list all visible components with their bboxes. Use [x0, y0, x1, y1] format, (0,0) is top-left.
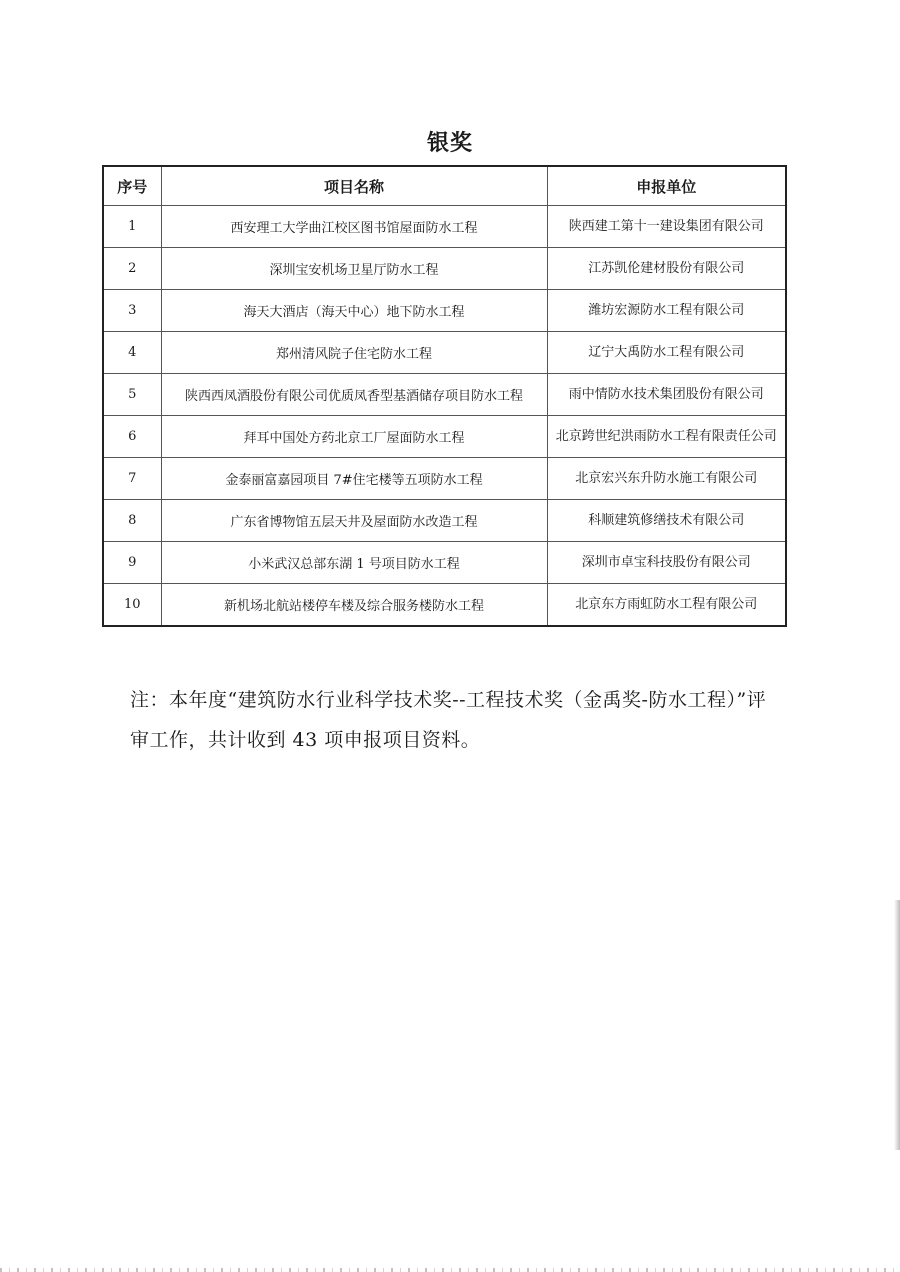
row-unit: 潍坊宏源防水工程有限公司: [547, 290, 786, 332]
row-unit: 科顺建筑修缮技术有限公司: [547, 500, 786, 542]
row-project: 广东省博物馆五层天井及屋面防水改造工程: [161, 500, 547, 542]
row-project: 西安理工大学曲江校区图书馆屋面防水工程: [161, 206, 547, 248]
table-row: [103, 374, 786, 416]
header-project: 项目名称: [161, 166, 547, 206]
row-project: 郑州清风院子住宅防水工程: [161, 332, 547, 374]
scan-bottom-specks: [0, 1268, 900, 1272]
table-row: [103, 290, 786, 332]
row-no: 3: [103, 290, 161, 332]
header-no: 序号: [103, 166, 161, 206]
award-table: [102, 165, 787, 627]
table-row: [103, 332, 786, 374]
row-no: 5: [103, 374, 161, 416]
row-no: 8: [103, 500, 161, 542]
row-unit: 北京东方雨虹防水工程有限公司: [547, 584, 786, 627]
row-no: 10: [103, 584, 161, 627]
row-unit: 北京跨世纪洪雨防水工程有限责任公司: [547, 416, 786, 458]
scan-edge-shadow: [894, 900, 900, 1150]
row-project: 海天大酒店（海天中心）地下防水工程: [161, 290, 547, 332]
footnote: 注：本年度“建筑防水行业科学技术奖--工程技术奖（金禹奖-防水工程）”评审工作，共计收到 43 项申报项目资料。: [130, 689, 767, 751]
row-no: 2: [103, 248, 161, 290]
row-unit: 雨中情防水技术集团股份有限公司: [547, 374, 786, 416]
table-row: [103, 248, 786, 290]
page-title: 银奖: [426, 131, 473, 156]
table-row: [103, 458, 786, 500]
row-unit: 江苏凯伦建材股份有限公司: [547, 248, 786, 290]
table-row: [103, 206, 786, 248]
row-no: 1: [103, 206, 161, 248]
row-project: 拜耳中国处方药北京工厂屋面防水工程: [161, 416, 547, 458]
table-row: [103, 416, 786, 458]
header-unit: 申报单位: [547, 166, 786, 206]
table-header-row: [103, 166, 786, 206]
row-unit: 陕西建工第十一建设集团有限公司: [547, 206, 786, 248]
row-no: 9: [103, 542, 161, 584]
row-unit: 深圳市卓宝科技股份有限公司: [547, 542, 786, 584]
row-project: 小米武汉总部东湖 1 号项目防水工程: [161, 542, 547, 584]
row-project: 金泰丽富嘉园项目 7#住宅楼等五项防水工程: [161, 458, 547, 500]
row-no: 4: [103, 332, 161, 374]
table-row: [103, 500, 786, 542]
row-unit: 辽宁大禹防水工程有限公司: [547, 332, 786, 374]
row-unit: 北京宏兴东升防水施工有限公司: [547, 458, 786, 500]
table-row: [103, 584, 786, 627]
table-row: [103, 542, 786, 584]
row-project: 陕西西凤酒股份有限公司优质凤香型基酒储存项目防水工程: [161, 374, 547, 416]
row-no: 6: [103, 416, 161, 458]
row-project: 深圳宝安机场卫星厅防水工程: [161, 248, 547, 290]
row-project: 新机场北航站楼停车楼及综合服务楼防水工程: [161, 584, 547, 627]
row-no: 7: [103, 458, 161, 500]
